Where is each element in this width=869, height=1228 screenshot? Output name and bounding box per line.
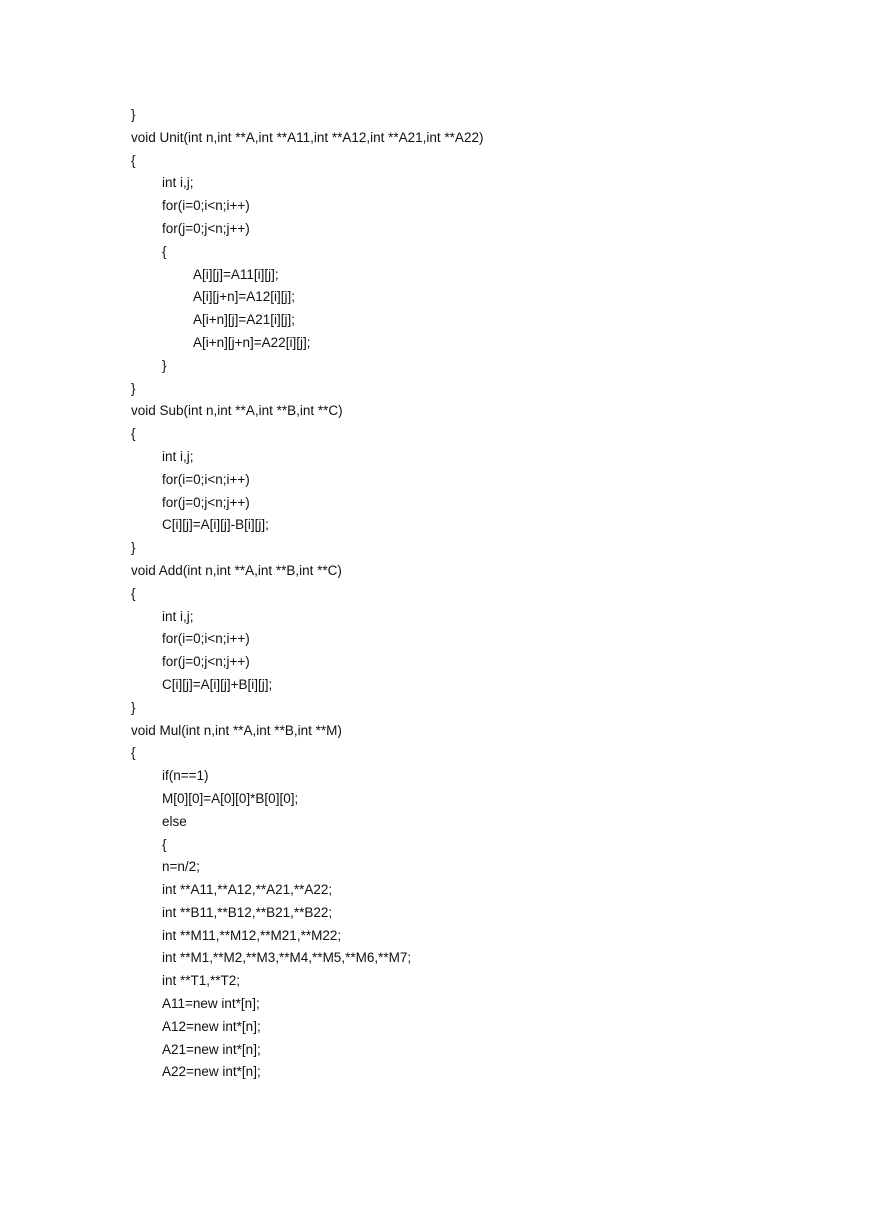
code-line: int i,j; <box>162 448 194 464</box>
code-line: { <box>162 836 167 852</box>
code-line: void Unit(int n,int **A,int **A11,int **A12,int **A21,int **A22) <box>131 129 484 145</box>
code-line: C[i][j]=A[i][j]-B[i][j]; <box>162 517 269 533</box>
code-line: void Add(int n,int **A,int **B,int **C) <box>131 562 342 578</box>
code-line: void Mul(int n,int **A,int **B,int **M) <box>131 722 342 738</box>
code-line: } <box>162 357 167 373</box>
code-line: else <box>162 813 187 829</box>
code-line: for(i=0;i<n;i++) <box>162 631 250 647</box>
code-line: A21=new int*[n]; <box>162 1041 261 1057</box>
code-line: } <box>131 380 136 396</box>
code-line: int i,j; <box>162 175 194 191</box>
code-line: C[i][j]=A[i][j]+B[i][j]; <box>162 676 273 692</box>
code-line: } <box>131 540 136 556</box>
code-line: for(j=0;j<n;j++) <box>162 220 250 236</box>
code-line: { <box>162 243 167 259</box>
code-line: void Sub(int n,int **A,int **B,int **C) <box>131 403 343 419</box>
code-line: int **B11,**B12,**B21,**B22; <box>162 904 333 920</box>
code-line: for(j=0;j<n;j++) <box>162 494 250 510</box>
code-line: if(n==1) <box>162 768 209 784</box>
code-line: int **M1,**M2,**M3,**M4,**M5,**M6,**M7; <box>162 950 412 966</box>
code-line: A22=new int*[n]; <box>162 1064 261 1080</box>
code-line: { <box>131 585 136 601</box>
code-line: A[i+n][j+n]=A22[i][j]; <box>193 334 311 350</box>
code-line: n=n/2; <box>162 859 200 875</box>
code-line: int i,j; <box>162 608 194 624</box>
code-line: for(i=0;i<n;i++) <box>162 198 250 214</box>
code-line: A[i+n][j]=A21[i][j]; <box>193 312 296 328</box>
code-line: int **T1,**T2; <box>162 973 241 989</box>
code-line: A[i][j+n]=A12[i][j]; <box>193 289 296 305</box>
code-line: A12=new int*[n]; <box>162 1018 261 1034</box>
code-line: } <box>131 107 136 122</box>
code-line: M[0][0]=A[0][0]*B[0][0]; <box>162 790 299 806</box>
code-listing <box>131 104 483 1084</box>
code-line: for(i=0;i<n;i++) <box>162 471 250 487</box>
code-line: { <box>131 152 136 168</box>
code-line: A[i][j]=A11[i][j]; <box>193 266 279 282</box>
code-line: A11=new int*[n]; <box>162 996 260 1012</box>
code-line: int **M11,**M12,**M21,**M22; <box>162 927 342 943</box>
code-line: int **A11,**A12,**A21,**A22; <box>162 882 333 898</box>
code-line: { <box>131 745 136 761</box>
code-line: } <box>131 699 136 715</box>
code-line: for(j=0;j<n;j++) <box>162 654 250 670</box>
code-line: { <box>131 426 136 442</box>
